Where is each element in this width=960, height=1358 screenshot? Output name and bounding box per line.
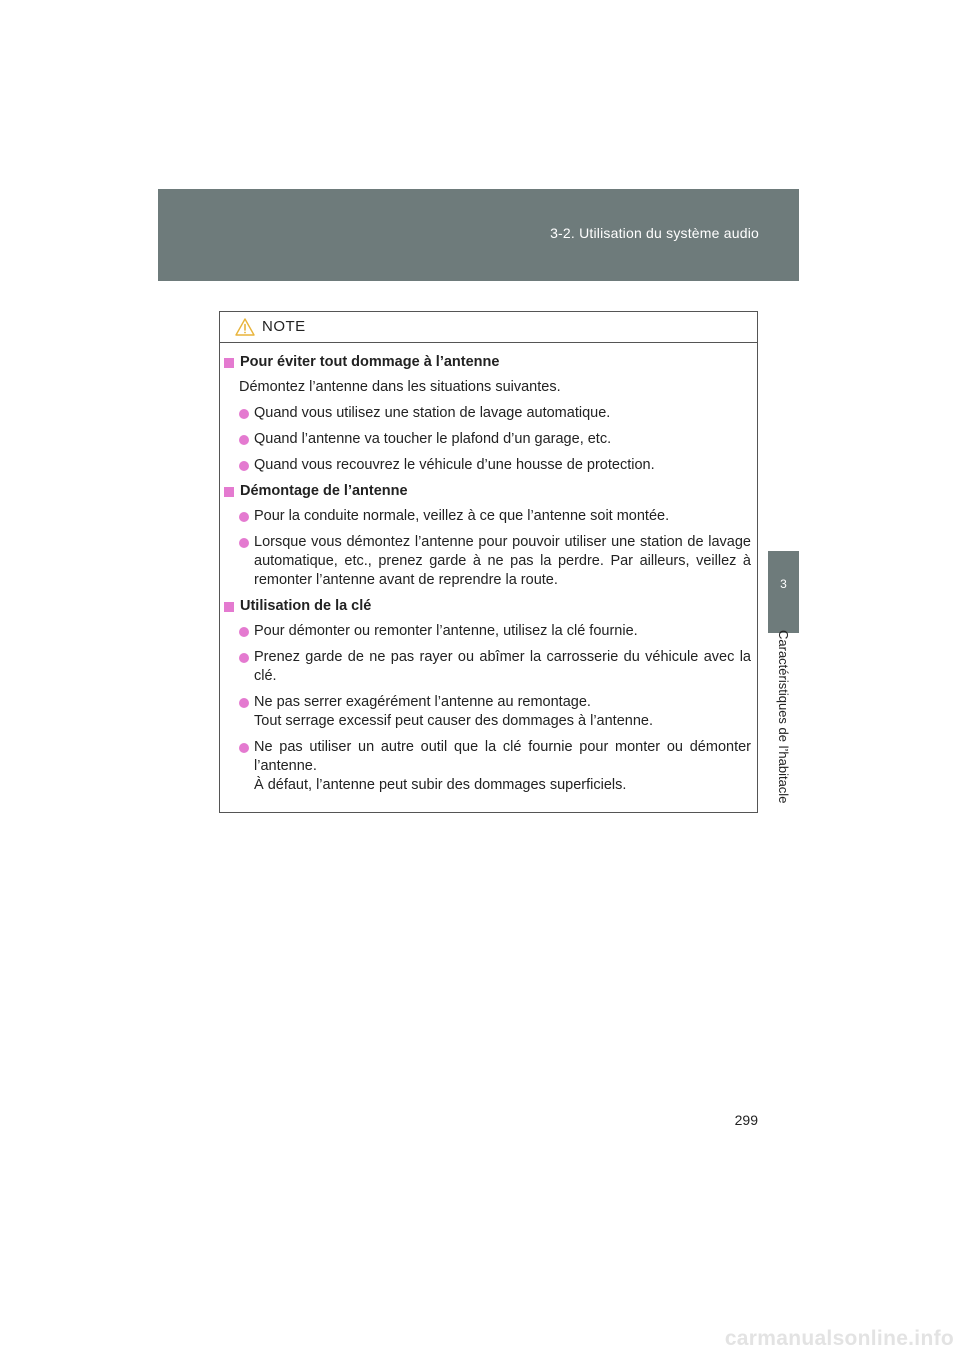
bullet-line: Tout serrage excessif peut causer des dommages à l’antenne. xyxy=(254,713,653,729)
bullet-line: Quand vous utilisez une station de lavage automatique. xyxy=(254,405,611,421)
section-title: Pour éviter tout dommage à l’antenne xyxy=(240,354,500,370)
section-title: 3-2. Utilisation du système audio xyxy=(550,225,759,241)
bullet-line: Pour démonter ou remonter l’antenne, utilisez la clé fournie. xyxy=(254,623,638,639)
section-intro: Démontez l’antenne dans les situations suivantes. xyxy=(239,379,561,395)
section-title: Démontage de l’antenne xyxy=(240,483,408,499)
bullet-item xyxy=(224,507,751,526)
bullet-line: Ne pas serrer exagérément l’antenne au remontage. xyxy=(254,694,591,710)
bullet-line: Quand l’antenne va toucher le plafond d’un garage, etc. xyxy=(254,431,612,447)
bullet-text xyxy=(254,648,751,686)
header-band xyxy=(158,189,799,281)
note-title: NOTE xyxy=(262,318,306,335)
round-bullet-icon xyxy=(239,512,249,522)
round-bullet-icon xyxy=(239,627,249,637)
bullet-item xyxy=(224,738,751,795)
bullet-item xyxy=(224,622,751,641)
round-bullet-icon xyxy=(239,653,249,663)
bullet-line: Quand vous recouvrez le véhicule d’une housse de protection. xyxy=(254,457,655,473)
note-header xyxy=(220,312,757,343)
section-heading xyxy=(224,353,751,372)
note-box xyxy=(219,311,758,813)
bullet-line: Ne pas utiliser un autre outil que la clé fournie pour monter ou démonter l’antenne. xyxy=(254,739,751,774)
section-heading xyxy=(224,482,751,501)
bullet-item xyxy=(224,648,751,686)
bullet-item xyxy=(224,456,751,475)
round-bullet-icon xyxy=(239,461,249,471)
bullet-item xyxy=(224,430,751,449)
section-heading xyxy=(224,597,751,616)
bullet-item xyxy=(224,693,751,731)
bullet-line: Lorsque vous démontez l’antenne pour pouvoir utiliser une station de lavage automatique, etc., prenez garde à ne pas la perdre. Par ailleurs, veillez à remonter l’antenne avant de reprendre la route. xyxy=(254,534,751,588)
bullet-line: Prenez garde de ne pas rayer ou abîmer la carrosserie du véhicule avec la clé. xyxy=(254,649,751,684)
bullet-text xyxy=(254,533,751,590)
bullet-text xyxy=(254,693,751,731)
bullet-text xyxy=(254,738,751,795)
bullet-text xyxy=(254,622,751,641)
warning-triangle-icon xyxy=(235,318,255,336)
section-title: Utilisation de la clé xyxy=(240,598,372,614)
square-bullet-icon xyxy=(224,358,234,368)
bullet-text xyxy=(254,430,751,449)
square-bullet-icon xyxy=(224,602,234,612)
bullet-item xyxy=(224,404,751,423)
note-body xyxy=(220,343,757,795)
square-bullet-icon xyxy=(224,487,234,497)
chapter-tab xyxy=(768,551,799,633)
round-bullet-icon xyxy=(239,409,249,419)
bullet-text xyxy=(254,456,751,475)
bullet-line: Pour la conduite normale, veillez à ce que l’antenne soit montée. xyxy=(254,508,670,524)
bullet-item xyxy=(224,533,751,590)
round-bullet-icon xyxy=(239,435,249,445)
bullet-text xyxy=(254,404,751,423)
bullet-line: À défaut, l’antenne peut subir des dommages superficiels. xyxy=(254,777,627,793)
round-bullet-icon xyxy=(239,698,249,708)
bullet-text xyxy=(254,507,751,526)
chapter-number: 3 xyxy=(780,577,787,591)
page-number: 299 xyxy=(734,1112,758,1128)
chapter-label: Caractéristiques de l’habitacle xyxy=(776,630,791,804)
round-bullet-icon xyxy=(239,538,249,548)
watermark: carmanualsonline.info xyxy=(724,1327,954,1350)
round-bullet-icon xyxy=(239,743,249,753)
